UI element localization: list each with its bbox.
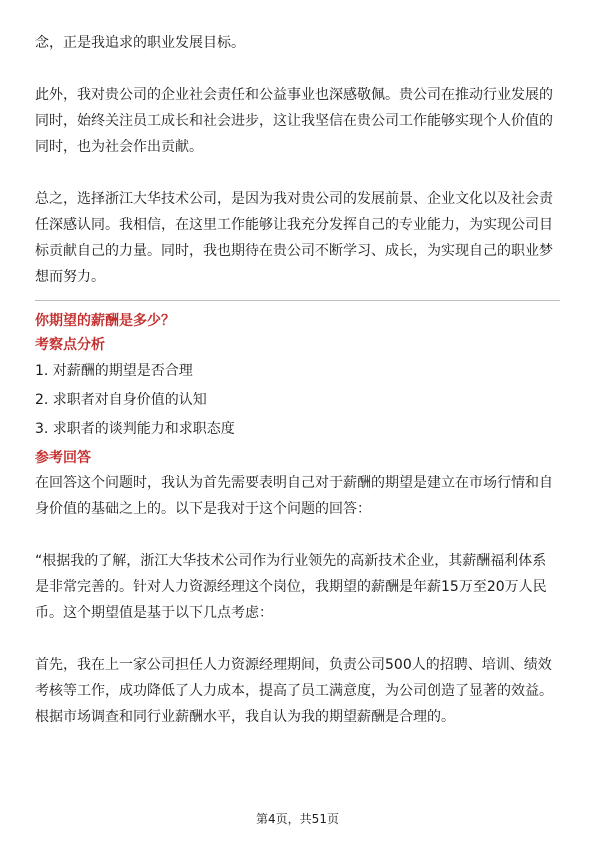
answer-paragraph-2: “根据我的了解，浙江大华技术公司作为行业领先的高新技术企业，其薪酬福利体系是非常完善的。针对人力资源经理这个岗位，我期望的薪酬是年薪15万至20万人民币。这个期望值是基于以下几点考虑：: [35, 553, 547, 621]
answer-heading: 参考回答: [35, 450, 91, 466]
section-divider: [35, 300, 560, 301]
intro-paragraph-3: 总之，选择浙江大华技术公司，是因为我对贵公司的发展前景、企业文化以及社会责任深感认同。我相信，在这里工作能够让我充分发挥自己的专业能力，为实现公司目标贡献自己的力量。同时，我也期待在贵公司不断学习、成长，为实现自己的职业梦想而努力。: [35, 191, 553, 285]
analysis-point-3: 3. 求职者的谈判能力和求职态度: [35, 421, 235, 437]
analysis-point-2: 2. 求职者对自身价值的认知: [35, 392, 207, 408]
page-number-footer: 第4页，共51页: [256, 812, 339, 826]
answer-paragraph-1: 在回答这个问题时，我认为首先需要表明自己对于薪酬的期望是建立在市场行情和自身价值的基础之上的。以下是我对于这个问题的回答：: [35, 475, 553, 517]
analysis-point-1: 1. 对薪酬的期望是否合理: [35, 363, 193, 379]
question-heading: 你期望的薪酬是多少？: [35, 313, 175, 329]
answer-paragraph-3: 首先，我在上一家公司担任人力资源经理期间，负责公司500人的招聘、培训、绩效考核等工作，成功降低了人力成本，提高了员工满意度，为公司创造了显著的效益。根据市场调查和同行业薪酬水平，我自认为我的期望薪酬是合理的。: [35, 657, 553, 725]
document-page: [35, 30, 560, 756]
analysis-heading: 考察点分析: [35, 337, 105, 353]
intro-paragraph-1: 念，正是我追求的职业发展目标。: [35, 35, 245, 51]
intro-paragraph-2: 此外，我对贵公司的企业社会责任和公益事业也深感敬佩。贵公司在推动行业发展的同时，始终关注员工成长和社会进步，这让我坚信在贵公司工作能够实现个人价值的同时，也为社会作出贡献。: [35, 87, 553, 155]
